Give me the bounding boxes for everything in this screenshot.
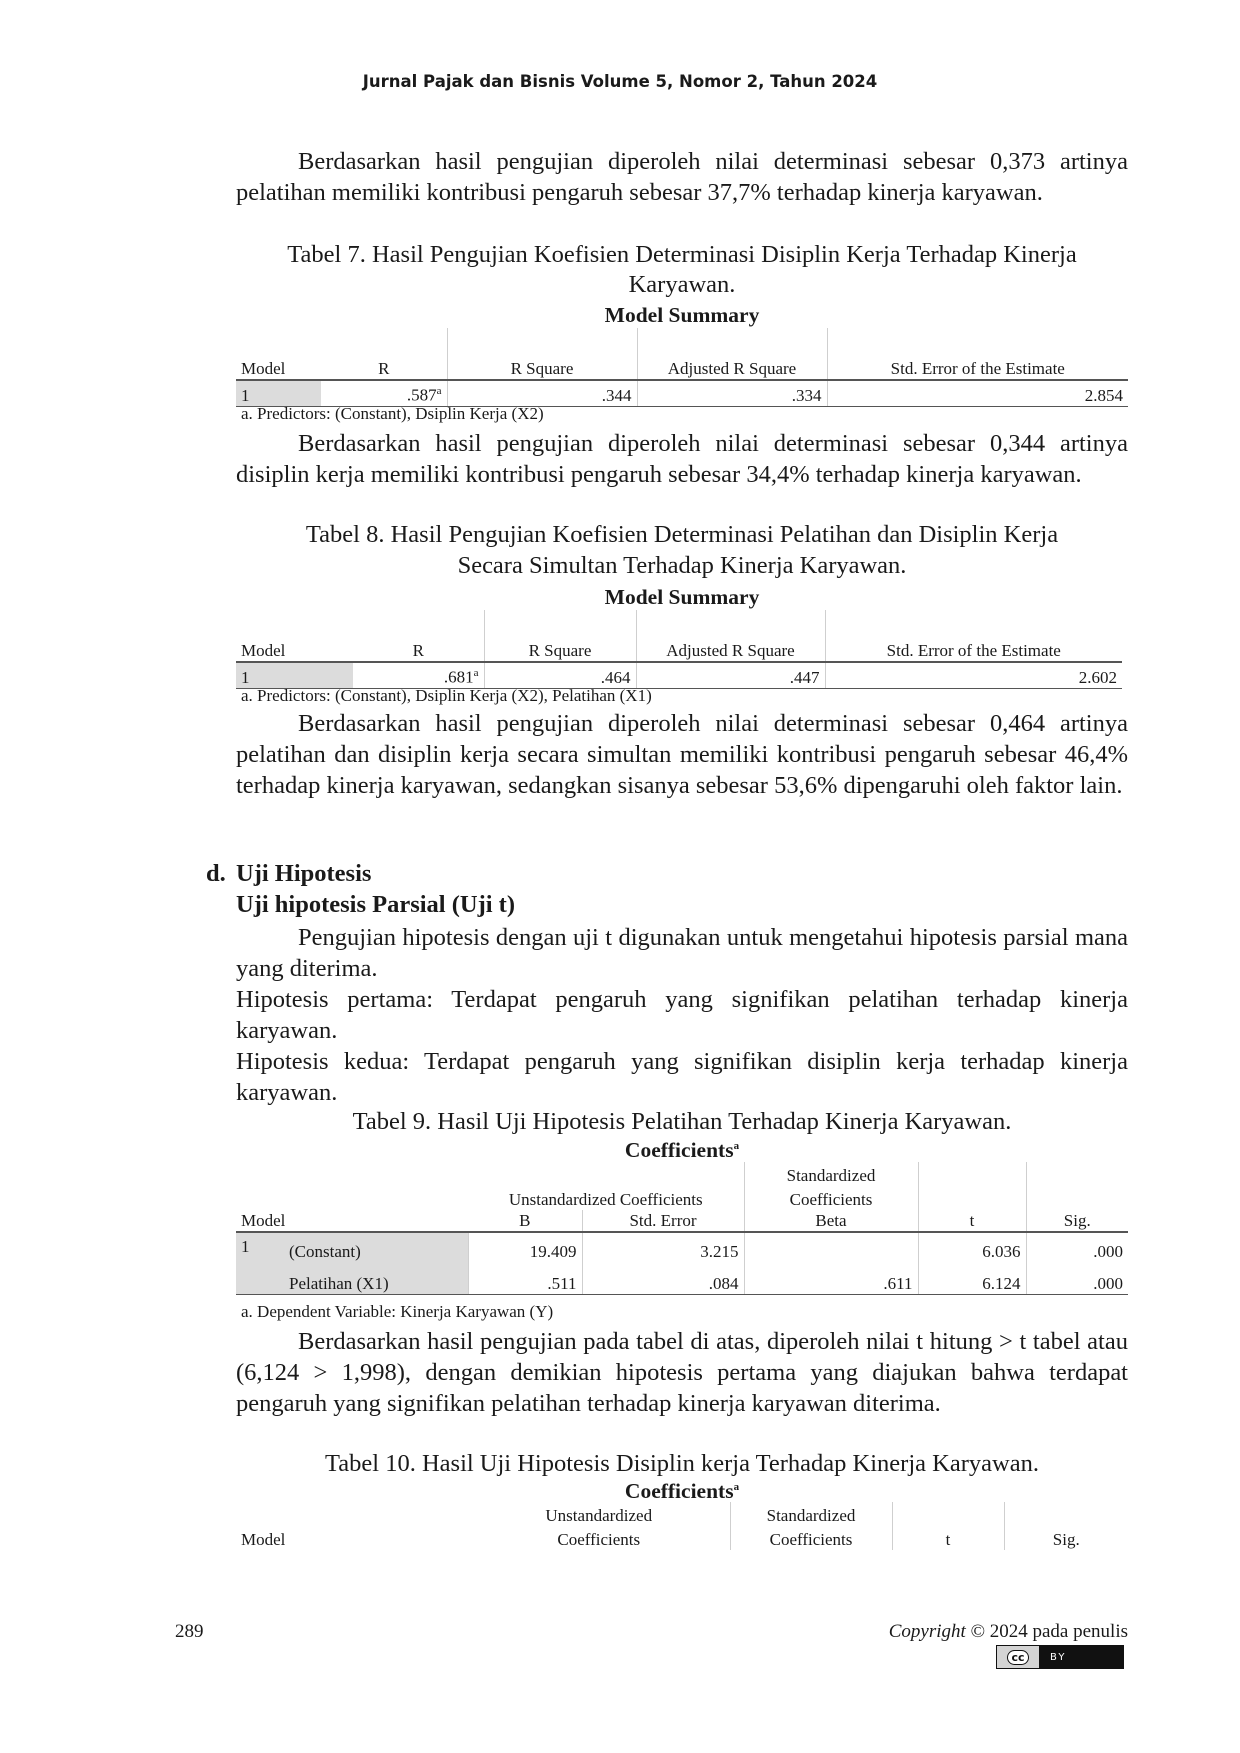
cell-model: 1 xyxy=(236,662,353,688)
tabel-10-coefficients xyxy=(236,1502,1128,1550)
cell-std-error: 3.215 xyxy=(582,1232,744,1262)
header-model: Model xyxy=(236,610,353,662)
cell-r: .681$^a$ xyxy=(353,662,484,688)
cell-sig: .000 xyxy=(1026,1232,1128,1262)
cc-by-license-badge[interactable] xyxy=(996,1645,1124,1669)
tabel-10-caption: Tabel 10. Hasil Uji Hipotesis Disiplin kerja Terhadap Kinerja Karyawan. xyxy=(325,1450,1039,1477)
header-std-error: Std. Error of the Estimate xyxy=(827,328,1128,380)
header-standardized: Standardized xyxy=(730,1502,892,1526)
tabel-7-model-summary xyxy=(236,328,1128,407)
header-unstandardized: Unstandardized xyxy=(545,1506,653,1525)
header-model: Model xyxy=(241,1530,286,1549)
tabel-8-caption-line-1: Tabel 8. Hasil Pengujian Koefisien Determinasi Pelatihan dan Disiplin Kerja xyxy=(305,521,1059,548)
tabel-9-note: a. Dependent Variable: Kinerja Karyawan (Y) xyxy=(241,1302,554,1321)
paragraph-determinasi-disiplin: Berdasarkan hasil pengujian diperoleh nilai determinasi sebesar 0,344 artinya disiplin kerja memiliki kontribusi pengaruh sebesar 34,4% terhadap kinerja karyawan. xyxy=(236,430,1128,488)
cell-std-error: 2.602 xyxy=(825,662,1122,688)
section-d-subtitle: Uji hipotesis Parsial (Uji t) xyxy=(236,891,515,918)
header-r-square: R Square xyxy=(447,328,637,380)
header-sig: Sig. xyxy=(1004,1526,1128,1550)
paragraph-hipotesis-kedua: Hipotesis kedua: Terdapat pengaruh yang signifikan disiplin kerja terhadap kinerja karyawan. xyxy=(236,1048,1128,1106)
copyright-notice: Copyright © 2024 pada penulis xyxy=(888,1621,1128,1642)
cell-sig: .000 xyxy=(1026,1262,1128,1294)
paragraph-determinasi-pelatihan: Berdasarkan hasil pengujian diperoleh nilai determinasi sebesar 0,373 artinya pelatihan memiliki kontribusi pengaruh sebesar 37,7% terhadap kinerja karyawan. xyxy=(236,148,1128,206)
cell-beta xyxy=(744,1232,918,1262)
cell-std-error: 2.854 xyxy=(827,380,1128,406)
paragraph-determinasi-simultan: Berdasarkan hasil pengujian diperoleh nilai determinasi sebesar 0,464 artinya pelatihan dan disiplin kerja secara simultan memiliki kontribusi pengaruh sebesar 46,4% terhadap kinerja karyawan, sedangkan sisanya sebesar 53,6% dipengaruhi oleh faktor lain. xyxy=(236,710,1128,799)
tabel-9-caption: Tabel 9. Hasil Uji Hipotesis Pelatihan Terhadap Kinerja Karyawan. xyxy=(352,1108,1012,1135)
tabel-8-note: a. Predictors: (Constant), Dsiplin Kerja (X2), Pelatihan (X1) xyxy=(241,686,652,705)
header-r: R xyxy=(353,610,484,662)
cell-std-error: .084 xyxy=(582,1262,744,1294)
cell-b: .511 xyxy=(468,1262,582,1294)
header-adjusted-r-square: Adjusted R Square xyxy=(637,328,827,380)
header-unstandardized-coefficients: Unstandardized Coefficients xyxy=(508,1190,703,1209)
header-std-error: Std. Error xyxy=(582,1210,744,1232)
header-model: Model xyxy=(236,1210,468,1232)
creative-commons-icon: cc xyxy=(997,1646,1040,1668)
journal-header: Jurnal Pajak dan Bisnis Volume 5, Nomor 2, Tahun 2024 xyxy=(362,72,878,91)
cell-r-square: .344 xyxy=(447,380,637,406)
header-sig: Sig. xyxy=(1026,1210,1128,1232)
cell-variable: Pelatihan (X1) xyxy=(284,1262,468,1294)
header-standardized-coefficients: Coefficients xyxy=(730,1526,892,1550)
cell-beta: .611 xyxy=(744,1262,918,1294)
header-r: R xyxy=(321,328,447,380)
section-d-marker: d. xyxy=(206,860,226,887)
tabel-9-title: Coefficients$^a$ xyxy=(624,1138,740,1162)
paragraph-hasil-uji-t-pelatihan: Berdasarkan hasil pengujian pada tabel di atas, diperoleh nilai t hitung > t tabel atau (6,124 > 1,998), dengan demikian hipotesis pertama yang diajukan bahwa terdapat pengaruh yang signifikan pelatihan terhadap kinerja karyawan diterima. xyxy=(236,1328,1128,1417)
header-adjusted-r-square: Adjusted R Square xyxy=(636,610,825,662)
cell-model xyxy=(236,1262,284,1294)
page-number: 289 xyxy=(175,1621,204,1642)
header-r-square: R Square xyxy=(484,610,636,662)
header-model: Model xyxy=(236,328,321,380)
tabel-8-title: Model Summary xyxy=(604,585,760,609)
section-d-title: Uji Hipotesis xyxy=(236,860,372,887)
cell-variable: (Constant) xyxy=(284,1232,468,1262)
cell-r: .587$^a$ xyxy=(321,380,447,406)
cell-t: 6.036 xyxy=(918,1232,1026,1262)
cell-adjusted-r-square: .447 xyxy=(636,662,825,688)
paragraph-uji-t: Pengujian hipotesis dengan uji t digunakan untuk mengetahui hipotesis parsial mana yang diterima. xyxy=(236,924,1128,982)
tabel-10-title: Coefficients$^a$ xyxy=(624,1479,740,1503)
tabel-7-note: a. Predictors: (Constant), Dsiplin Kerja (X2) xyxy=(241,404,544,423)
header-standardized-coefficients: Coefficients xyxy=(744,1186,918,1210)
tabel-9-coefficients xyxy=(236,1162,1128,1295)
tabel-8-model-summary xyxy=(236,610,1122,689)
tabel-7-caption: Tabel 7. Hasil Pengujian Koefisien Determinasi Disiplin Kerja Terhadap Kinerja Karyawan. xyxy=(287,241,1077,298)
cell-model: 1 xyxy=(236,380,321,406)
header-std-error: Std. Error of the Estimate xyxy=(825,610,1122,662)
tabel-8-caption-line-2: Secara Simultan Terhadap Kinerja Karyawan. xyxy=(457,552,907,579)
cell-r-square: .464 xyxy=(484,662,636,688)
header-beta: Beta xyxy=(744,1210,918,1232)
by-attribution-label: BY xyxy=(1050,1651,1067,1663)
header-b: B xyxy=(468,1210,582,1232)
cell-adjusted-r-square: .334 xyxy=(637,380,827,406)
paragraph-hipotesis-pertama: Hipotesis pertama: Terdapat pengaruh yang signifikan pelatihan terhadap kinerja karyawan. xyxy=(236,986,1128,1044)
header-t: t xyxy=(892,1526,1004,1550)
cell-t: 6.124 xyxy=(918,1262,1026,1294)
header-standardized: Standardized xyxy=(744,1162,918,1186)
header-t: t xyxy=(918,1210,1026,1232)
tabel-7-title: Model Summary xyxy=(604,303,760,327)
cell-model: 1 xyxy=(236,1232,284,1262)
header-unstandardized-coefficients: Coefficients xyxy=(557,1530,641,1549)
cell-b: 19.409 xyxy=(468,1232,582,1262)
